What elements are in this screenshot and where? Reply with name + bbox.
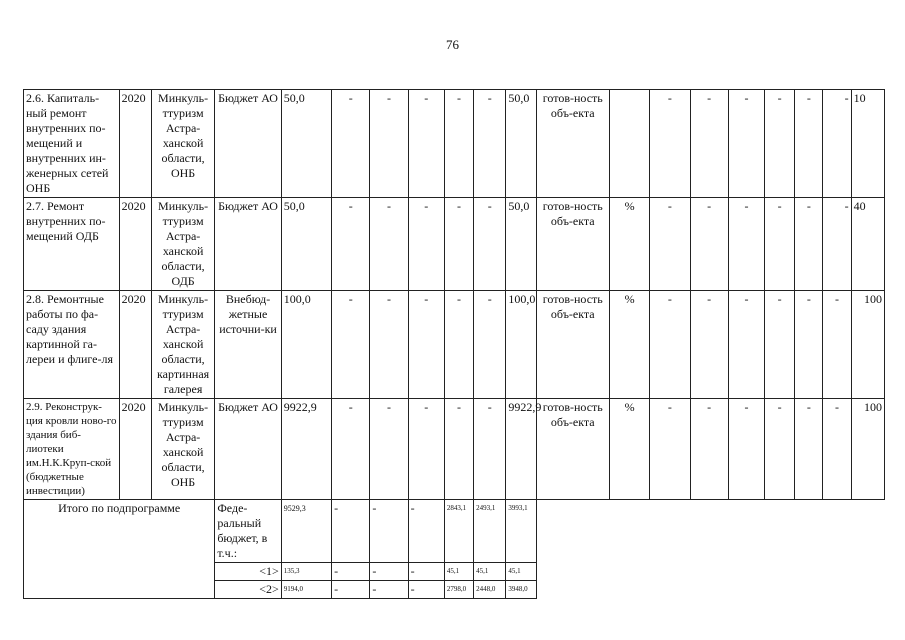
year-value: - [332,90,370,198]
subline-label: <1> [215,563,281,581]
funding-source: Бюджет АО [215,198,281,291]
indicator-value: - [795,90,823,198]
year-value: 50,0 [506,198,536,291]
target-value: 40 [851,198,884,291]
year-value: - [370,581,408,599]
indicator-value: - [690,90,728,198]
year-value: - [370,90,408,198]
year-value: - [408,198,444,291]
measure-name: 2.8. Ремонтные работы по фа-саду здания картинной га-лереи и флиге-ля [24,291,120,399]
indicator-value: - [765,399,795,500]
year-value: - [332,291,370,399]
executor: Минкуль-ттуризм Астра-ханской области, ОДБ [151,198,214,291]
indicator-value: - [728,291,764,399]
measure-name: 2.6. Капиталь-ный ремонт внутренних по-мещений и внутренних ин-женерных сетей ОНБ [24,90,120,198]
year-value: - [474,291,506,399]
table-row [24,399,885,500]
indicator: готов-ность объ-екта [536,291,610,399]
indicator-value: - [690,399,728,500]
year: 2020 [119,291,151,399]
year-value: 2843,1 [444,500,473,563]
unit: % [610,291,650,399]
year-value: 3948,0 [506,581,536,599]
year-value: - [444,198,473,291]
year-value: 50,0 [506,90,536,198]
year-value: 45,1 [474,563,506,581]
year-value: - [370,563,408,581]
year-value: - [408,291,444,399]
indicator: готов-ность объ-екта [536,90,610,198]
indicator-value: - [795,291,823,399]
indicator: готов-ность объ-екта [536,399,610,500]
indicator-value: - [765,90,795,198]
executor: Минкуль-ттуризм Астра-ханской области, ОНБ [151,399,214,500]
year-value: - [370,399,408,500]
target-value: 100 [851,291,884,399]
indicator-value: - [823,90,851,198]
funding-source: Бюджет АО [215,399,281,500]
year-value: 2798,0 [444,581,473,599]
measure-name: 2.9. Реконструк-ция кровли ново-го здания биб-лиотеки им.Н.К.Круп-ской (бюджетные инвестиции) [24,399,120,500]
year: 2020 [119,90,151,198]
year: 2020 [119,198,151,291]
year-value: 45,1 [506,563,536,581]
year-value: - [332,581,370,599]
year-value: - [408,581,444,599]
year-value: - [332,399,370,500]
indicator-value: - [765,291,795,399]
indicator-value: - [795,198,823,291]
year-value: - [474,399,506,500]
indicator-value: - [823,399,851,500]
year-value: - [408,563,444,581]
year-value: - [474,198,506,291]
year-value: - [444,399,473,500]
total-amount: 50,0 [281,198,331,291]
year-value: 2493,1 [474,500,506,563]
target-value: 100 [851,399,884,500]
indicator-value: - [650,198,690,291]
year-value: - [444,90,473,198]
total-amount: 135,3 [281,563,331,581]
indicator-value: - [823,291,851,399]
unit [610,90,650,198]
total-amount: 9529,3 [281,500,331,563]
year: 2020 [119,399,151,500]
funding-source: Бюджет АО [215,90,281,198]
indicator-value: - [765,198,795,291]
year-value: - [332,500,370,563]
year-value: 45,1 [444,563,473,581]
indicator-value: - [690,198,728,291]
year-value: 3993,1 [506,500,536,563]
target-value: 10 [851,90,884,198]
year-value: 9922,9 [506,399,536,500]
indicator-value: - [795,399,823,500]
year-value: - [370,291,408,399]
measure-name: 2.7. Ремонт внутренних по-мещений ОДБ [24,198,120,291]
total-amount: 9922,9 [281,399,331,500]
total-amount: 100,0 [281,291,331,399]
year-value: - [408,399,444,500]
year-value: - [408,500,444,563]
indicator-value: - [823,198,851,291]
page-number: 76 [446,37,459,52]
unit: % [610,399,650,500]
unit: % [610,198,650,291]
table-row [24,90,885,198]
year-value: - [408,90,444,198]
totals-label: Итого по подпрограмме [24,500,215,599]
indicator-value: - [690,291,728,399]
subline-label: <2> [215,581,281,599]
executor: Минкуль-ттуризм Астра-ханской области, картинная галерея [151,291,214,399]
indicator-value: - [650,291,690,399]
year-value: - [474,90,506,198]
indicator-value: - [650,399,690,500]
total-amount: 50,0 [281,90,331,198]
empty-area [536,500,884,599]
table-row [24,198,885,291]
indicator-value: - [728,198,764,291]
executor: Минкуль-ттуризм Астра-ханской области, ОНБ [151,90,214,198]
funding-source: Феде-ральный бюджет, в т.ч.: [215,500,281,563]
year-value: - [444,291,473,399]
funding-source: Внебюд-жетные источни-ки [215,291,281,399]
indicator-value: - [728,90,764,198]
indicator-value: - [650,90,690,198]
year-value: - [370,198,408,291]
year-value: 100,0 [506,291,536,399]
budget-table [23,89,885,599]
year-value: - [370,500,408,563]
indicator-value: - [728,399,764,500]
year-value: 2448,0 [474,581,506,599]
year-value: - [332,563,370,581]
totals-row [24,500,885,563]
indicator: готов-ность объ-екта [536,198,610,291]
total-amount: 9194,0 [281,581,331,599]
year-value: - [332,198,370,291]
table-row [24,291,885,399]
